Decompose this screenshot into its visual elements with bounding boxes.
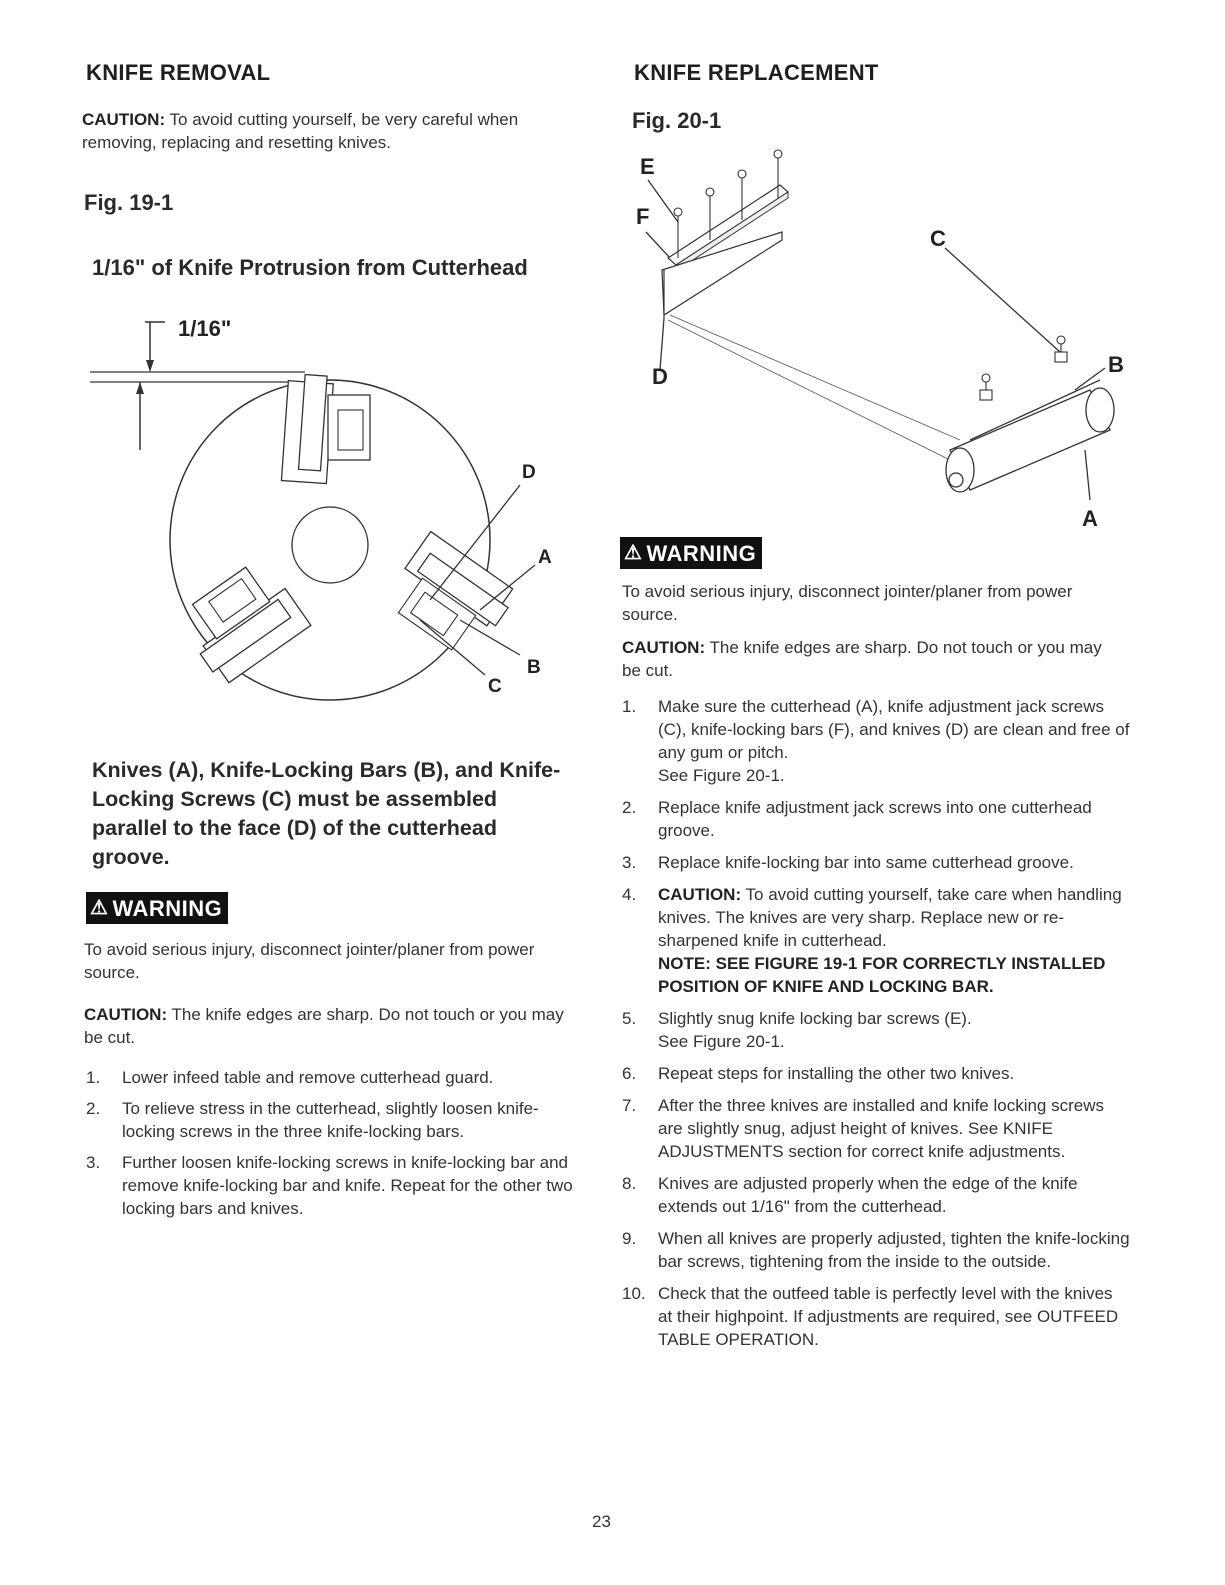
label-a: A bbox=[1082, 506, 1098, 530]
warning-label: WARNING bbox=[112, 896, 223, 921]
step-number: 5. bbox=[622, 1009, 637, 1028]
removal-steps-list bbox=[86, 1066, 578, 1220]
step-number: 7. bbox=[622, 1096, 637, 1115]
knife-removal-heading: KNIFE REMOVAL bbox=[86, 60, 271, 85]
label-c: C bbox=[488, 676, 502, 697]
label-d: D bbox=[522, 462, 536, 483]
step-number: 6. bbox=[622, 1064, 637, 1083]
step-text bbox=[658, 1007, 1130, 1053]
knife-assembly-exploded-diagram bbox=[630, 140, 1130, 530]
list-item bbox=[622, 1227, 1130, 1273]
caution-label: CAUTION: bbox=[658, 885, 742, 904]
step-number: 9. bbox=[622, 1229, 637, 1248]
list-item bbox=[622, 1062, 1130, 1085]
step-number: 2. bbox=[86, 1099, 101, 1118]
list-item bbox=[622, 1094, 1130, 1163]
right-caution bbox=[622, 636, 1122, 682]
label-b: B bbox=[1108, 352, 1124, 377]
step-text: Knives are adjusted properly when the edge of the knife extends out 1/16" from the cutterhead. bbox=[658, 1174, 1078, 1216]
list-item bbox=[622, 1172, 1130, 1218]
step-main-text: Make sure the cutterhead (A), knife adjustment jack screws (C), knife-locking bars (F), and knives (D) are clean and free of any gum or pitch. bbox=[658, 697, 1130, 762]
label-c: C bbox=[930, 226, 946, 251]
caution-text: The knife edges are sharp. Do not touch or you may be cut. bbox=[622, 638, 1102, 680]
cutterhead-cross-section-diagram bbox=[90, 300, 570, 710]
step-text: After the three knives are installed and knife locking screws are slightly snug, adjust height of knives. See KNIFE ADJUSTMENTS section for correct knife adjustments. bbox=[658, 1096, 1105, 1161]
caution-text: The knife edges are sharp. Do not touch or you may be cut. bbox=[84, 1005, 564, 1047]
list-item bbox=[622, 851, 1130, 874]
step-number: 2. bbox=[622, 798, 637, 817]
step-text: To relieve stress in the cutterhead, slightly loosen knife-locking screws in the three knife-locking bars. bbox=[122, 1099, 539, 1141]
step-number: 1. bbox=[86, 1068, 101, 1087]
caution-label: CAUTION: bbox=[82, 110, 166, 129]
dimension-label: 1/16" bbox=[178, 316, 232, 341]
right-warning-text: To avoid serious injury, disconnect jointer/planer from power source. bbox=[622, 582, 1073, 624]
label-b: B bbox=[527, 657, 541, 678]
replacement-steps-list bbox=[622, 695, 1130, 1351]
fig-19-1-label: Fig. 19-1 bbox=[84, 190, 174, 215]
removal-caution bbox=[82, 108, 562, 154]
step-text: Repeat steps for installing the other two knives. bbox=[658, 1064, 1015, 1083]
list-item bbox=[622, 695, 1130, 787]
label-a: A bbox=[538, 547, 552, 568]
label-f: F bbox=[636, 204, 650, 229]
left-warning-text: To avoid serious injury, disconnect jointer/planer from power source. bbox=[84, 940, 535, 982]
fig-19-1-subtitle: 1/16" of Knife Protrusion from Cutterhead bbox=[92, 255, 528, 280]
assembly-statement: Knives (A), Knife-Locking Bars (B), and Knife-Locking Screws (C) must be assembled parallel to the face (D) of the cutterhead groove. bbox=[92, 758, 561, 869]
caution-text: To avoid cutting yourself, be very careful when removing, replacing and resetting knives. bbox=[82, 110, 519, 152]
step-number: 10. bbox=[622, 1284, 646, 1303]
step-note: NOTE: SEE FIGURE 19-1 FOR CORRECTLY INSTALLED POSITION OF KNIFE AND LOCKING BAR. bbox=[658, 954, 1106, 996]
warning-triangle-icon: ⚠ bbox=[624, 542, 643, 564]
warning-label: WARNING bbox=[646, 541, 757, 566]
list-item bbox=[86, 1097, 578, 1143]
step-text: When all knives are properly adjusted, tighten the knife-locking bar screws, tightening from the inside to the outside. bbox=[658, 1229, 1130, 1271]
step-text bbox=[658, 883, 1130, 998]
step-text: Replace knife adjustment jack screws into one cutterhead groove. bbox=[658, 798, 1092, 840]
step-main-text: Slightly snug knife locking bar screws (E). bbox=[658, 1009, 972, 1028]
right-warning-badge bbox=[620, 537, 762, 569]
list-item bbox=[622, 1007, 1130, 1053]
label-d: D bbox=[652, 364, 668, 389]
list-item bbox=[622, 883, 1130, 998]
warning-triangle-icon: ⚠ bbox=[90, 897, 109, 919]
label-e: E bbox=[640, 154, 655, 179]
step-extra-text: See Figure 20-1. bbox=[658, 1032, 785, 1051]
left-warning-badge bbox=[86, 892, 228, 924]
caution-label: CAUTION: bbox=[84, 1005, 168, 1024]
list-item bbox=[622, 1282, 1130, 1351]
step-number: 4. bbox=[622, 885, 637, 904]
step-extra-text: See Figure 20-1. bbox=[658, 766, 785, 785]
caution-label: CAUTION: bbox=[622, 638, 706, 657]
left-caution-2 bbox=[84, 1003, 574, 1049]
step-text: Lower infeed table and remove cutterhead guard. bbox=[122, 1068, 494, 1087]
step-main-text: To avoid cutting yourself, take care when handling knives. The knives are very sharp. Replace new or re-sharpened knife in cutterhead. bbox=[658, 885, 1122, 950]
step-number: 1. bbox=[622, 697, 637, 716]
page-number: 23 bbox=[592, 1512, 611, 1531]
list-item bbox=[622, 796, 1130, 842]
fig-20-1-label: Fig. 20-1 bbox=[632, 108, 722, 133]
step-text: Check that the outfeed table is perfectly level with the knives at their highpoint. If adjustments are required, see OUTFEED TABLE OPERATION. bbox=[658, 1284, 1119, 1349]
step-text bbox=[658, 695, 1130, 787]
step-text: Replace knife-locking bar into same cutterhead groove. bbox=[658, 853, 1074, 872]
step-number: 3. bbox=[86, 1153, 101, 1172]
knife-replacement-heading: KNIFE REPLACEMENT bbox=[634, 60, 879, 85]
list-item bbox=[86, 1151, 578, 1220]
list-item bbox=[86, 1066, 578, 1089]
step-number: 8. bbox=[622, 1174, 637, 1193]
step-text: Further loosen knife-locking screws in knife-locking bar and remove knife-locking bar and knife. Repeat for the other two locking bars and knives. bbox=[122, 1153, 573, 1218]
step-number: 3. bbox=[622, 853, 637, 872]
